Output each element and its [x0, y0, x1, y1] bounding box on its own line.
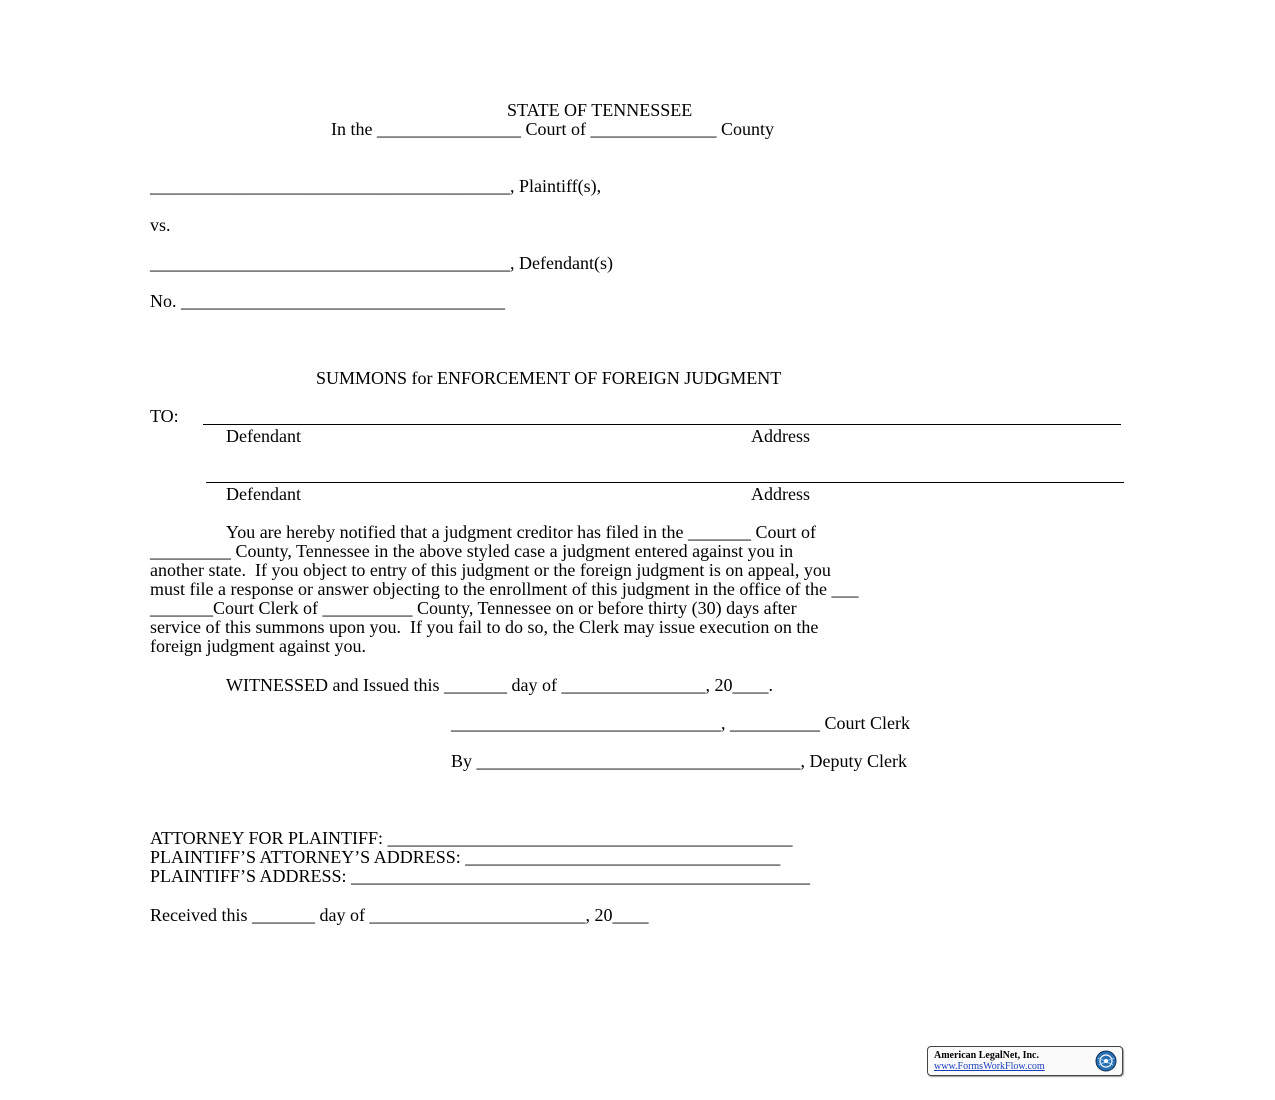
body-line-6: service of this summons upon you. If you fail to do so, the Clerk may issue execution on the — [150, 617, 819, 637]
address-label-2: Address — [751, 484, 810, 504]
logo-url-link[interactable]: www.FormsWorkFlow.com — [934, 1061, 1045, 1072]
to-line-2 — [206, 482, 1124, 483]
to-line-1 — [203, 424, 1121, 425]
body-line-2: _________ County, Tennessee in the above styled case a judgment entered against you in — [150, 541, 794, 561]
court-line: In the ________________ Court of ______________ County — [331, 119, 774, 139]
defendant-label-2: Defendant — [226, 484, 301, 504]
document-title: SUMMONS for ENFORCEMENT OF FOREIGN JUDGMENT — [316, 368, 782, 388]
globe-icon — [1094, 1049, 1118, 1073]
defendant-label-1: Defendant — [226, 426, 301, 446]
address-label-1: Address — [751, 426, 810, 446]
body-line-5: _______Court Clerk of __________ County, Tennessee on or before thirty (30) days after — [150, 598, 797, 618]
vs-label: vs. — [150, 215, 171, 235]
case-number-line: No. ____________________________________ — [150, 291, 505, 311]
plaintiff-attorney-address-line: PLAINTIFF’S ATTORNEY’S ADDRESS: ___________________________________ — [150, 847, 781, 867]
footer-logo[interactable] — [927, 1046, 1123, 1076]
state-heading: STATE OF TENNESSEE — [507, 100, 693, 120]
body-line-3: another state. If you object to entry of this judgment or the foreign judgment is on appeal, you — [150, 560, 831, 580]
witness-line: WITNESSED and Issued this _______ day of ________________, 20____. — [226, 675, 773, 695]
court-clerk-signature: ______________________________, __________ Court Clerk — [451, 713, 910, 733]
attorney-for-plaintiff-line: ATTORNEY FOR PLAINTIFF: _____________________________________________ — [150, 828, 793, 848]
to-label: TO: — [150, 406, 179, 426]
logo-company-name: American LegalNet, Inc. — [934, 1050, 1039, 1061]
deputy-clerk-signature: By ____________________________________, Deputy Clerk — [451, 751, 907, 771]
body-line-4: must file a response or answer objecting to the enrollment of this judgment in the office of the ___ — [150, 579, 859, 599]
received-line: Received this _______ day of ________________________, 20____ — [150, 905, 649, 925]
plaintiff-address-line: PLAINTIFF’S ADDRESS: ___________________________________________________ — [150, 866, 811, 886]
body-line-7: foreign judgment against you. — [150, 636, 366, 656]
plaintiff-line: ________________________________________, Plaintiff(s), — [150, 176, 602, 196]
defendant-line: ________________________________________, Defendant(s) — [150, 253, 613, 273]
body-line-1: You are hereby notified that a judgment creditor has filed in the _______ Court of — [226, 522, 817, 542]
